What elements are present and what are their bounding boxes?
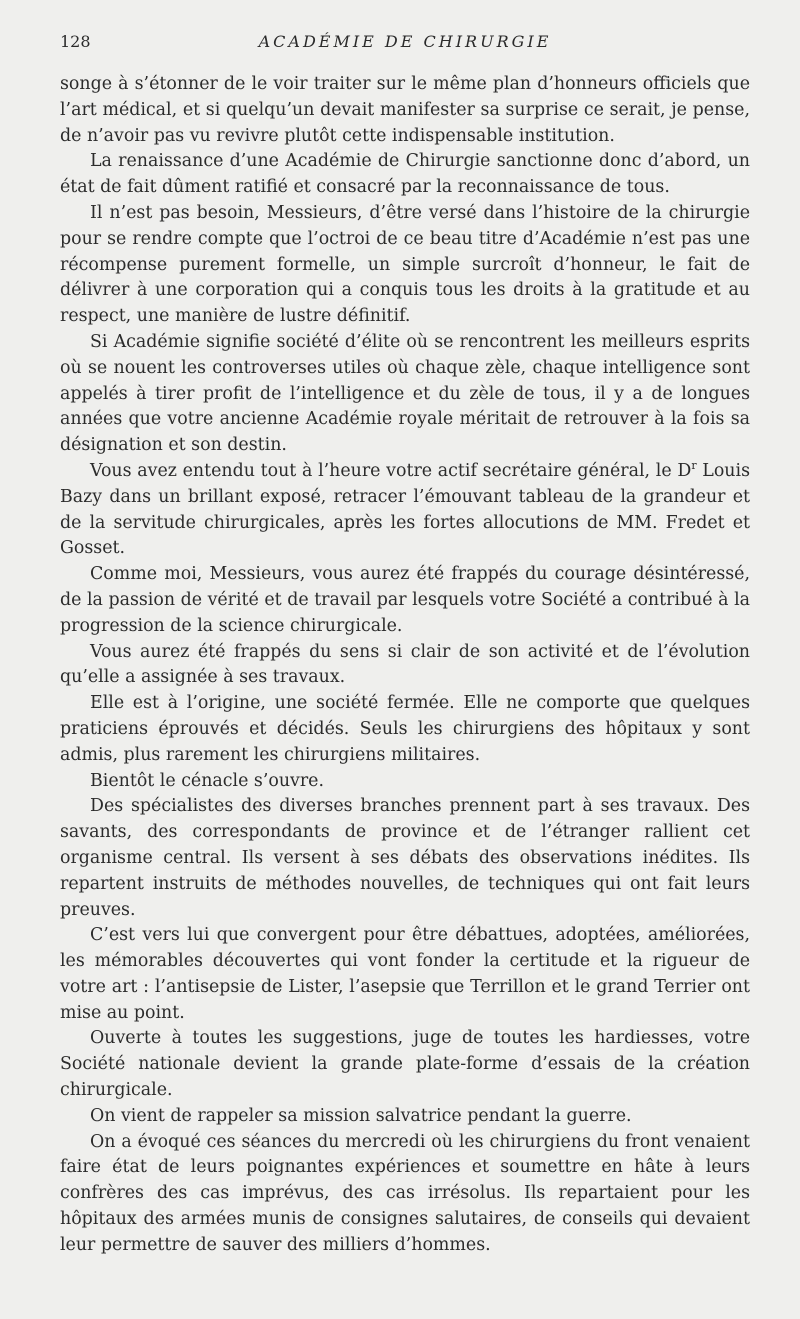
paragraph-bazy bbox=[60, 459, 750, 562]
paragraph: Des spécialistes des diverses branches prennent part à ses travaux. Des savants, des correspondants de province et de l’étranger rallient cet organisme central. Ils versent à ses débats des observations inédites. Ils repartent instruits de méthodes nouvelles, de techniques qui ont fait leurs preuves. bbox=[60, 796, 750, 920]
paragraph: Vous aurez été frappés du sens si clair de son activité et de l’évolution qu’elle a assignée à ses travaux. bbox=[60, 641, 750, 688]
paragraph: Ouverte à toutes les suggestions, juge de toutes les hardiesses, votre Société nationale devient la grande plate-forme d’essais de la création chirurgicale. bbox=[60, 1028, 750, 1101]
page-number: 128 bbox=[60, 32, 91, 51]
paragraph-lead: Vous avez entendu tout à l’heure votre actif secrétaire général, le bbox=[90, 460, 672, 481]
paragraph-rest: Louis Bazy dans un brillant exposé, retracer l’émouvant tableau de la grandeur et de la servitude chirurgicales, après les fortes allocutions de MM. Fredet et Gosset. bbox=[60, 460, 750, 559]
running-head: ACADÉMIE DE CHIRURGIE bbox=[258, 32, 552, 51]
paragraph: On vient de rappeler sa mission salvatrice pendant la guerre. bbox=[90, 1105, 632, 1126]
paragraph: C’est vers lui que convergent pour être débattues, adoptées, améliorées, les mémorables découvertes qui vont fonder la certitude et la rigueur de votre art : l’antisepsie de Lister, l’asepsie que Terrillon et le grand Terrier ont mise au point. bbox=[60, 925, 750, 1023]
paragraph: La renaissance d’une Académie de Chirurgie sanctionne donc d’abord, un état de fait dûment ratifié et consacré par la reconnaissance de tous. bbox=[60, 151, 750, 198]
paragraph: Bientôt le cénacle s’ouvre. bbox=[90, 770, 324, 791]
body-text bbox=[60, 72, 750, 1259]
doctor-abbrev: D bbox=[677, 460, 692, 481]
paragraph: Si Académie signifie société d’élite où se rencontrent les meilleurs esprits où se nouent les controverses utiles où chaque zèle, chaque intelligence sont appelés à tirer profit de l’intelligence et du zèle de tous, il y a de longues années que votre ancienne Académie royale méritait de retrouver à la fois sa désignation et son destin. bbox=[60, 331, 750, 456]
paragraph: songe à s’étonner de le voir traiter sur le même plan d’honneurs officiels que l’art médical, et si quelqu’un devait manifester sa surprise ce serait, je pense, de n’avoir pas vu revivre plutôt cette indispensable institution. bbox=[60, 74, 750, 146]
paragraph: Il n’est pas besoin, Messieurs, d’être versé dans l’histoire de la chirurgie pour se rendre compte que l’octroi de ce beau titre d’Académie n’est pas une récompense purement formelle, un simple surcroît d’honneur, le fait de délivrer à une corporation qui a conquis tous les droits à la gratitude et au respect, une manière de lustre définitif. bbox=[60, 202, 750, 327]
paragraph: Comme moi, Messieurs, vous aurez été frappés du courage désintéressé, de la passion de vérité et de travail par lesquels votre Société a contribué à la progression de la science chirurgicale. bbox=[60, 564, 750, 636]
doctor-abbrev-sup: r bbox=[691, 459, 697, 473]
paragraph: On a évoqué ces séances du mercredi où les chirurgiens du front venaient faire état de leurs poignantes expériences et soumettre en hâte à leurs confrères des cas imprévus, des cas irrésolus. Ils repartaient pour les hôpitaux des armées munis de consignes salutaires, de conseils qui devaient leur permettre de sauver des milliers d’hommes. bbox=[60, 1131, 750, 1255]
paragraph: Elle est à l’origine, une société fermée. Elle ne comporte que quelques praticiens éprouvés et décidés. Seuls les chirurgiens des hôpitaux y sont admis, plus rarement les chirurgiens militaires. bbox=[60, 693, 750, 765]
page-header bbox=[60, 32, 750, 54]
